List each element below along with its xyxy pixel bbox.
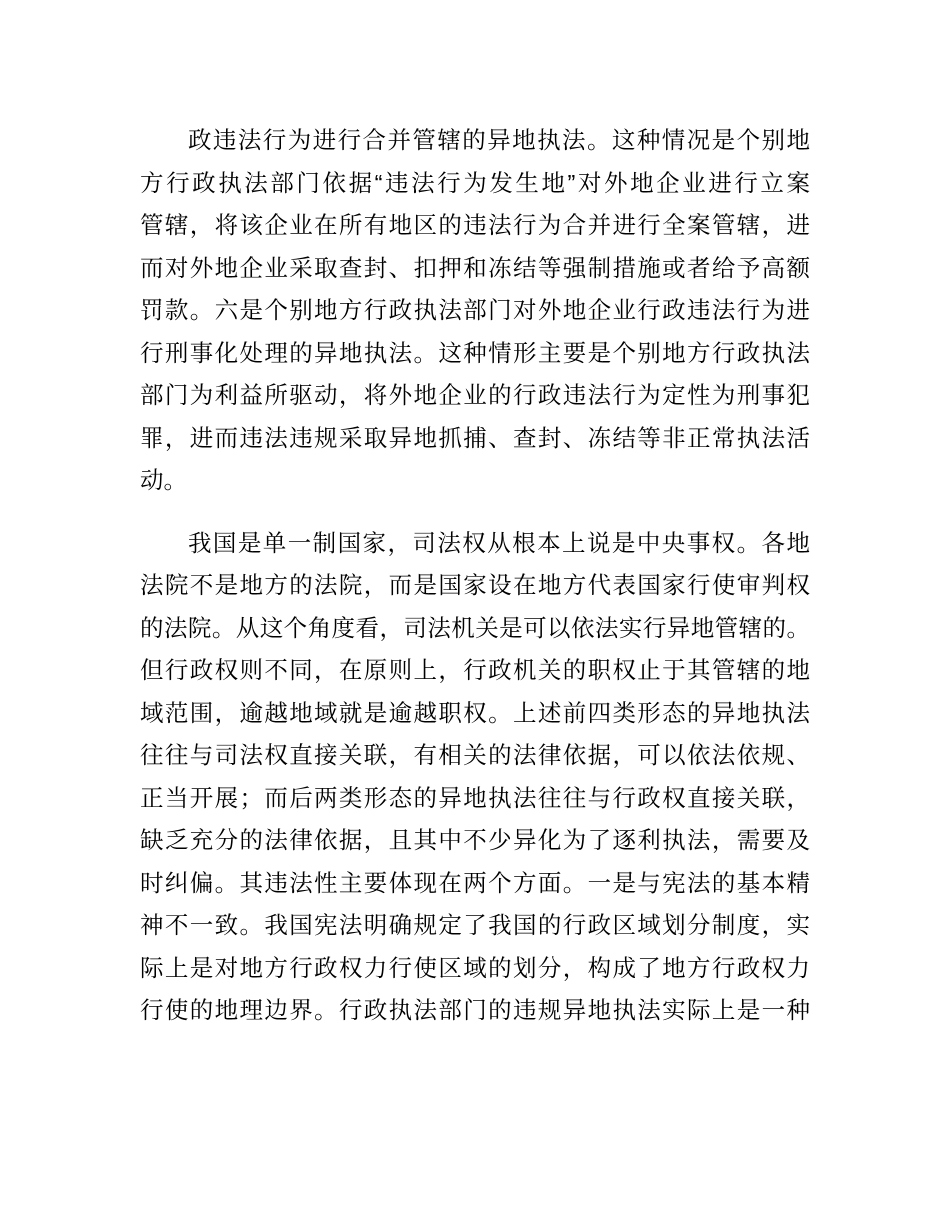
- text-line: 动。: [140, 467, 187, 493]
- text-line: 行刑事化处理的异地执法。这种情形主要是个别地方行政执法: [140, 339, 810, 366]
- text-line: 缺乏充分的法律依据，且其中不少异化为了逐利执法，需要及: [140, 827, 810, 853]
- text-line: 法院不是地方的法院，而是国家设在地方代表国家行使审判权: [140, 572, 810, 598]
- text-line: 正当开展；而后两类形态的异地执法往往与行政权直接关联，: [140, 784, 810, 811]
- text-line: 神不一致。我国宪法明确规定了我国的行政区域划分制度，实: [140, 912, 810, 938]
- text-line: 域范围，逾越地域就是逾越职权。上述前四类形态的异地执法: [140, 699, 810, 726]
- paragraph-1: [140, 119, 810, 502]
- text-line: 而对外地企业采取查封、扣押和冻结等强制措施或者给予高额: [140, 254, 810, 281]
- text-line: 往往与司法权直接关联，有相关的法律依据，可以依法依规、: [140, 742, 810, 768]
- text-line: 罪，进而违法违规采取异地抓捕、查封、冻结等非正常执法活: [140, 424, 810, 451]
- text-line: 行使的地理边界。行政执法部门的违规异地执法实际上是一种: [140, 997, 810, 1023]
- text-line: 时纠偏。其违法性主要体现在两个方面。一是与宪法的基本精: [140, 869, 810, 896]
- text-line: 际上是对地方行政权力行使区域的划分，构成了地方行政权力: [140, 954, 810, 981]
- text-line: 我国是单一制国家，司法权从根本上说是中央事权。各地: [188, 529, 810, 556]
- text-line: 但行政权则不同，在原则上，行政机关的职权止于其管辖的地: [140, 657, 810, 683]
- text-line: 方行政执法部门依据“违法行为发生地”对外地企业进行立案: [140, 169, 810, 196]
- text-line: 部门为利益所驱动，将外地企业的行政违法行为定性为刑事犯: [140, 382, 810, 408]
- paragraph-2: [140, 522, 810, 1032]
- text-line: 政违法行为进行合并管辖的异地执法。这种情况是个别地: [188, 127, 810, 153]
- text-line: 管辖，将该企业在所有地区的违法行为合并进行全案管辖，进: [140, 212, 810, 238]
- document-body: [140, 119, 810, 1032]
- text-line: 罚款。六是个别地方行政执法部门对外地企业行政违法行为进: [140, 297, 810, 323]
- text-line: 的法院。从这个角度看，司法机关是可以依法实行异地管辖的。: [140, 614, 810, 641]
